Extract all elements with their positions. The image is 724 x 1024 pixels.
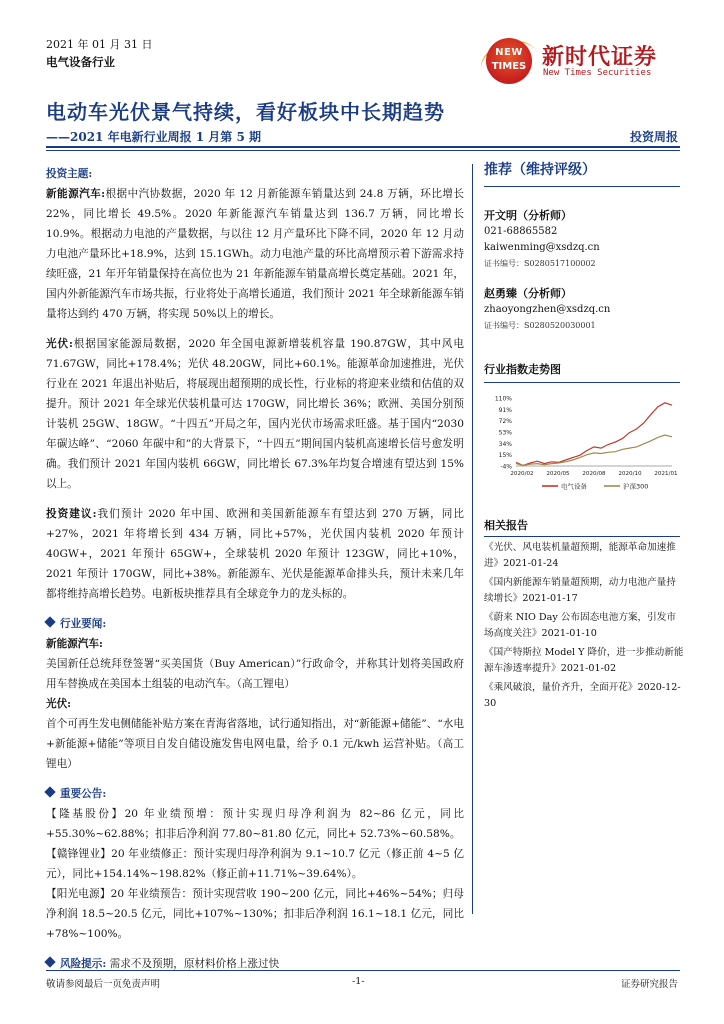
header-divider [46, 146, 680, 148]
announcement-item: 【阳光电源】20 年业绩预告：预计实现营收 190~200 亿元，同比+46%~54%；归母净利润 18.5~20.5 亿元，同比+107%~130%；扣非后净利润 16.1~18.1 亿元，同比+78%~100%。 [46, 888, 464, 940]
related-reports-heading: 相关报告 [484, 519, 528, 532]
risk-text: 需求不及预期，原材料价格上涨过快 [109, 958, 280, 970]
brand-name-cn: 新时代证券 [542, 45, 658, 70]
y-tick-label: -4% [500, 463, 512, 471]
y-tick-label: 15% [498, 452, 512, 460]
news-pv-label: 光伏: [46, 698, 72, 710]
related-report-item[interactable]: 《蔚来 NIO Day 公布固态电池方案，引发市场高度关注》2021-01-10 [484, 612, 676, 639]
news-nev-text: 美国新任总统拜登签署“买美国货（Buy American）”行政命令，并称其计划将美国政府用车替换成在美国本土组装的电动汽车。（高工锂电） [46, 658, 464, 690]
news-heading-row [46, 614, 464, 634]
series-line-csi300 [516, 435, 672, 465]
nev-paragraph [46, 184, 464, 324]
page-number: -1- [352, 976, 365, 987]
analyst-phone: 021-68865582 [484, 226, 558, 237]
x-tick-label: 2020/08 [582, 471, 606, 477]
analyst-name: 开文明（分析师） [484, 209, 572, 222]
legend-label: 沪深300 [623, 482, 649, 491]
risk-heading: 风险提示: [60, 958, 107, 970]
related-reports-list [484, 540, 684, 715]
analyst-cert: 证书编号：S0280520030001 [484, 321, 596, 330]
x-tick-label: 2020/05 [546, 471, 570, 477]
header-divider-thin [46, 150, 680, 151]
announce-heading-row [46, 784, 464, 804]
news-nev-label: 新能源汽车: [46, 638, 103, 650]
announcement-item: 【赣锋锂业】20 年业绩修正：预计实现归母净利润为 9.1~10.7 亿元（修正前 4~5 亿元），同比+154.14%~198.82%（修正前+11.71%~39.64%）。 [46, 848, 464, 880]
pv-paragraph [46, 334, 464, 494]
related-report-item[interactable]: 《光伏、风电装机量超预期，能源革命加速推进》2021-01-24 [484, 542, 676, 569]
pv-label: 光伏: [46, 338, 73, 350]
industry-index-chart [484, 390, 680, 502]
y-tick-label: 72% [498, 418, 512, 426]
report-date: 2021 年 01 月 31 日 [46, 38, 153, 51]
rating: 推荐（维持评级） [484, 162, 596, 178]
footer-disclaimer: 敬请参阅最后一页免责声明 [46, 979, 161, 990]
footer-report-type: 证券研究报告 [620, 979, 678, 990]
related-divider [484, 536, 680, 537]
footer-divider [46, 970, 680, 971]
diamond-bullet-icon [44, 956, 55, 967]
news-heading: 行业要闻: [60, 618, 107, 630]
advice-text: 我们预计 2020 年中国、欧洲和美国新能源车有望达到 270 万辆，同比+27%，2021 年将增长到 434 万辆，同比+57%，光伏国内装机 2020 年预计 40GW+，2021 年预计 65GW+，全球装机 2020 年预计 123GW，同比+10%，2021 年预计 170GW，同比+38%。新能源车、光伏是能源革命排头兵，预计未来几年都将维持高增长趋势。电新板块推荐具有全球竞争力的龙头标的。 [46, 508, 464, 600]
nev-label: 新能源汽车: [46, 188, 106, 200]
related-report-item[interactable]: 《国产特斯拉 Model Y 降价，进一步推动新能源车渗透率提升》2021-01-02 [484, 647, 684, 674]
news-pv-text: 首个可再生发电侧储能补贴方案在青海省落地，试行通知指出，对“新能源+储能”、“水电+新能源+储能”等项目自发自储设施发售电网电量，给予 0.1 元/kwh 运营补贴。（高工锂电） [46, 718, 464, 770]
x-tick-label: 2020/02 [510, 471, 534, 477]
rating-divider [484, 186, 680, 187]
diamond-bullet-icon [44, 786, 55, 797]
chart-title: 行业指数走势图 [484, 363, 561, 376]
x-tick-label: 2020/10 [618, 471, 642, 477]
related-report-item[interactable]: 《乘风破浪，量价齐升，全面开花》2020-12-30 [484, 682, 681, 709]
analyst-email[interactable]: zhaoyongzhen@xsdzq.cn [484, 304, 611, 315]
report-subtitle: ——2021 年电新行业周报 1 月第 5 期 [46, 130, 261, 144]
announcement-item: 【隆基股份】20 年业绩预增：预计实现归母净利润为 82~86 亿元，同比+55.30%~62.88%；扣非后净利润 77.80~81.80 亿元，同比+ 52.73%~60.58%。 [46, 808, 464, 840]
main-column [46, 164, 464, 984]
brand-name-en: New Times Securities [543, 68, 652, 78]
report-title: 电动车光伏景气持续，看好板块中长期趋势 [46, 100, 445, 124]
diamond-bullet-icon [44, 616, 55, 627]
advice-label: 投资建议: [46, 508, 97, 520]
theme-heading: 投资主题: [46, 168, 93, 180]
y-tick-label: 34% [498, 440, 512, 448]
company-logo [486, 38, 532, 84]
legend-label: 电气设备 [561, 482, 587, 491]
chart-title-divider [484, 382, 680, 383]
industry-label: 电气设备行业 [46, 55, 115, 69]
advice-paragraph [46, 504, 464, 604]
analyst-cert: 证书编号：S0280517100002 [484, 259, 596, 268]
y-tick-label: 53% [498, 429, 512, 437]
series-line-electrical-equipment [516, 403, 672, 466]
report-type: 投资周报 [629, 130, 678, 144]
x-tick-label: 2021/01 [654, 471, 678, 477]
logo-text-times: TIMES [491, 61, 527, 72]
nev-text: 根据中汽协数据，2020 年 12 月新能源车销量达到 24.8 万辆，环比增长 22%，同比增长 49.5%。2020 年新能源汽车销量达到 136.7 万辆，同比增长 10.9%。根据动力电池的产量数据，与以往 12 月产量环比下降不同，2020 年 12 月动力电池产量环比+18.9%，达到 15.1GWh。动力电池产量的环比高增预示着下游需求持续旺盛，21 年开年销量保持在高位也为 21 年新能源车销量高增长奠定基础。2021 年，国内外新能源汽车市场共振，行业将处于高增长通道，我们预计 2021 年全球新能源车销量将达到约 470 万辆，将实现 50%以上的增长。 [46, 188, 464, 320]
analyst-block [484, 208, 684, 272]
related-report-item[interactable]: 《国内新能源车销量超预期，动力电池产量持续增长》2021-01-17 [484, 577, 676, 604]
pv-text: 根据国家能源局数据，2020 年全国电源新增装机容量 190.87GW，其中风电 71.67GW，同比+178.4%；光伏 48.20GW，同比+60.1%。能源革命加速推进，光伏行业在 2021 年退出补贴后，将展现出超预期的成长性，行业标的将迎来业绩和估值的双提升。预计 2021 年全球光伏装机量可达 170GW，同比增长 36%；欧洲、美国分别预计装机 25GW、18GW。“十四五”开局之年，国内光伏市场需求旺盛。基于国内“2030 年碳达峰”、“2060 年碳中和”的大背景下，“十四五”期间国内装机高速增长信号愈发明确。我们预计 2021 年国内装机 66GW，同比增长 67.3%年均复合增速有望达到 15%以上。 [46, 338, 464, 490]
announce-heading: 重要公告: [60, 788, 107, 800]
y-tick-label: 91% [498, 406, 512, 414]
analyst-email[interactable]: kaiwenming@xsdzq.cn [484, 242, 600, 253]
y-tick-label: 110% [494, 395, 512, 403]
analyst-block [484, 286, 684, 334]
column-divider [472, 164, 473, 914]
risk-row [46, 954, 464, 974]
logo-text-new: NEW [495, 47, 523, 58]
analyst-name: 赵勇臻（分析师） [484, 287, 572, 300]
